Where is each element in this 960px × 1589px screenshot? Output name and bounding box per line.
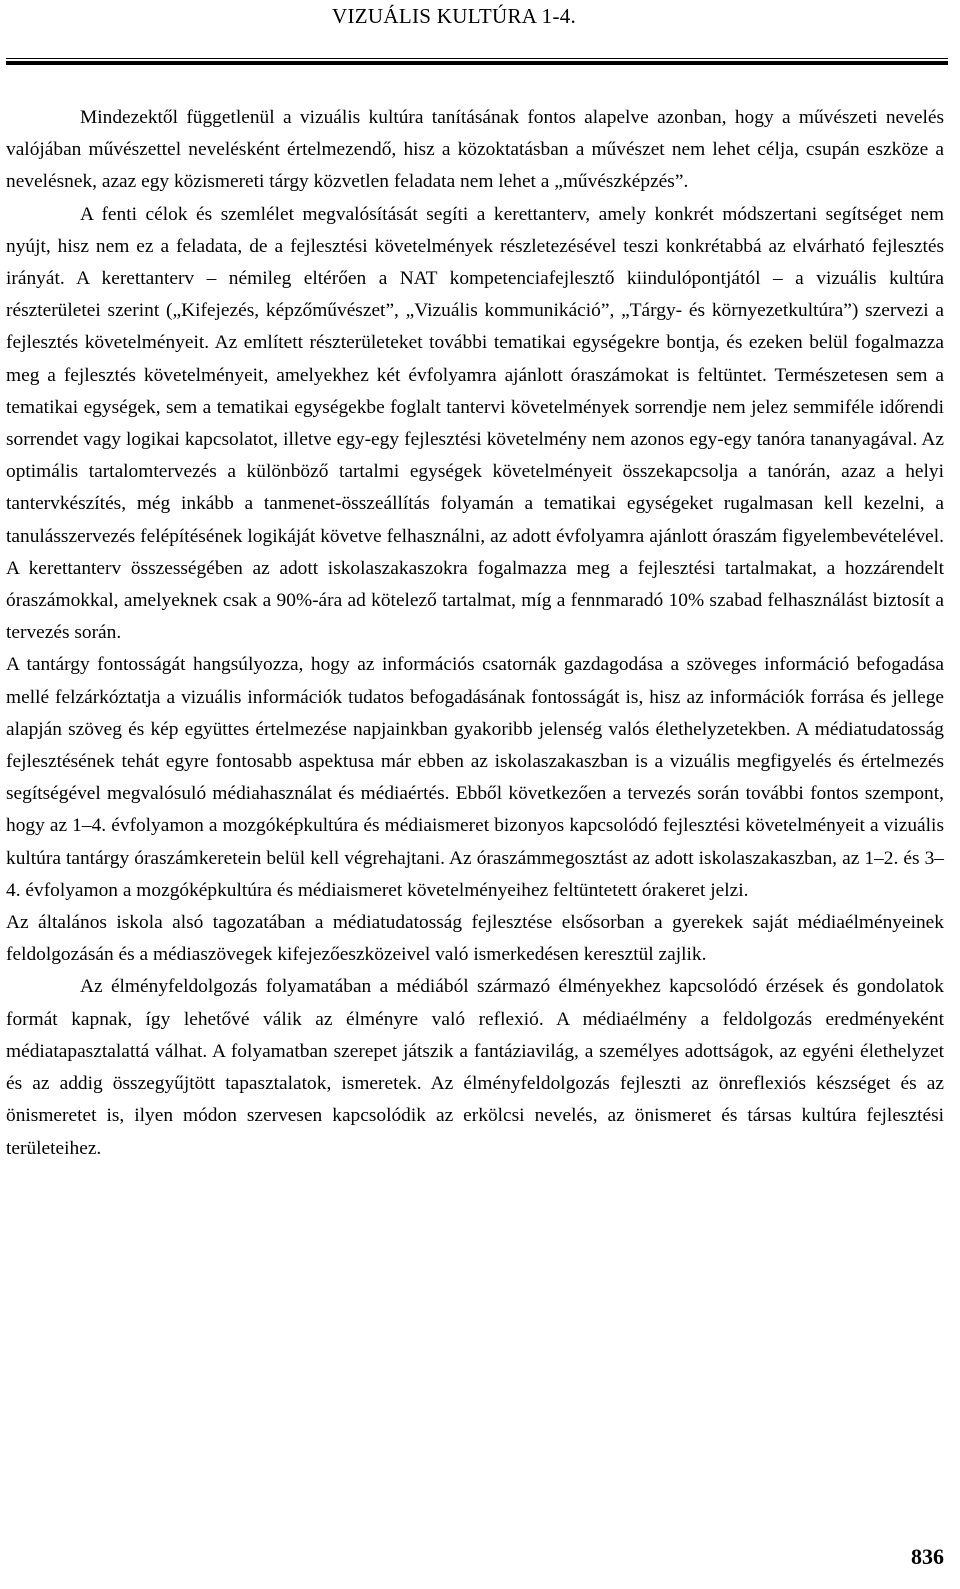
paragraph-3: A tantárgy fontosságát hangsúlyozza, hogy az információs csatornák gazdagodása a szöveges információ befogadása mellé felzárkóztatja a vizuális információk tudatos befogadásának fontosságát is, hisz az információk forrása és jellege alapján szöveg és kép együttes értelmezése napjainkban gyakoribb jelenség valós élethelyzetekben. A médiatudatosság fejlesztésének tehát egyre fontosabb aspektusa már ebben az iskolaszakaszban is a vizuális megfigyelés és értelmezés segítségével megvalósuló médiahasználat és médiaértés. Ebből következően a tervezés során további fontos szempont, hogy az 1–4. évfolyamon a mozgóképkultúra és médiaismeret bizonyos kapcsolódó fejlesztési követelményeit a vizuális kultúra tantárgy óraszámkeretein belül kell végrehajtani. Az óraszámmegosztást az adott iskolaszakaszban, az 1–2. és 3–4. évfolyamon a mozgóképkultúra és médiaismeret követelményeihez feltüntetett órakeret jelzi. [6,654,944,901]
paragraph-4: Az általános iskola alsó tagozatában a médiatudatosság fejlesztése elsősorban a gyerekek saját médiaélményeinek feldolgozásán és a médiaszövegek kifejezőeszközeivel való ismerkedésen keresztül zajlik. [6,912,944,966]
page-header [0,0,960,68]
header-title: VIZUÁLIS KULTÚRA 1-4. [332,4,577,28]
header-rule-thick [6,61,948,65]
page-number: 836 [911,1544,944,1569]
paragraph-5: Az élményfeldolgozás folyamatában a médiából származó élményekhez kapcsolódó érzések és gondolatok formát kapnak, így lehetővé válik az élményre való reflexió. A médiaélmény a feldolgozás eredményeként médiatapasztalattá válhat. A folyamatban szerepet játszik a fantáziavilág, a személyes adottságok, az egyéni élethelyzet és az addig összegyűjtött tapasztalatok, ismeretek. Az élményfeldolgozás fejleszti az önreflexiós készséget és az önismeretet is, ilyen módon szervesen kapcsolódik az erkölcsi nevelés, az önismeret és társas kultúra fejlesztési területeihez. [6,976,944,1159]
paragraph-1: Mindezektől függetlenül a vizuális kultúra tanításának fontos alapelve azonban, hogy a művészeti nevelés valójában művészettel nevelésként értelmezendő, hisz a közoktatásban a művészet nem lehet célja, csupán eszköze a nevelésnek, azaz egy közismereti tárgy közvetlen feladata nem lehet a „művészképzés”. [6,107,944,193]
paragraph-2: A fenti célok és szemlélet megvalósítását segíti a kerettanterv, amely konkrét módszertani segítséget nem nyújt, hisz nem ez a feladata, de a fejlesztési követelmények részletezésével teszi konkrétabbá az elvárható fejlesztés irányát. A kerettanterv – némileg eltérően a NAT kompetenciafejlesztő kiindulópontjától – a vizuális kultúra részterületei szerint („Kifejezés, képzőművészet”, „Vizuális kommunikáció”, „Tárgy- és környezetkultúra”) szervezi a fejlesztés követelményeit. Az említett részterületeket további tematikai egységekre bontja, és ezeken belül fogalmazza meg a fejlesztés követelményeit, amelyekhez két évfolyamra ajánlott óraszámokat is feltüntet. Természetesen sem a tematikai egységek, sem a tematikai egységekbe foglalt tantervi követelmények sorrendje nem jelez semmiféle időrendi sorrendet vagy logikai kapcsolatot, illetve egy-egy fejlesztési követelmény nem azonos egy-egy tanóra tananyagával. Az optimális tartalomtervezés a különböző tartalmi egységek követelményeit összekapcsolja a tanórán, azaz a helyi tantervkészítés, még inkább a tanmenet-összeállítás folyamán a tematikai egységeket rugalmasan kell kezelni, a tanulásszervezés felépítésének logikáját követve felhasználni, az adott évfolyamra ajánlott óraszám figyelembevételével. A kerettanterv összességében az adott iskolaszakaszokra fogalmazza meg a fejlesztési tartalmakat, a hozzárendelt óraszámokkal, amelyeknek csak a 90%-ára ad kötelező tartalmat, míg a fennmaradó 10% szabad felhasználást biztosít a tervezés során. [6,203,944,644]
document-body [6,102,944,1165]
header-rule-thin [6,58,948,59]
